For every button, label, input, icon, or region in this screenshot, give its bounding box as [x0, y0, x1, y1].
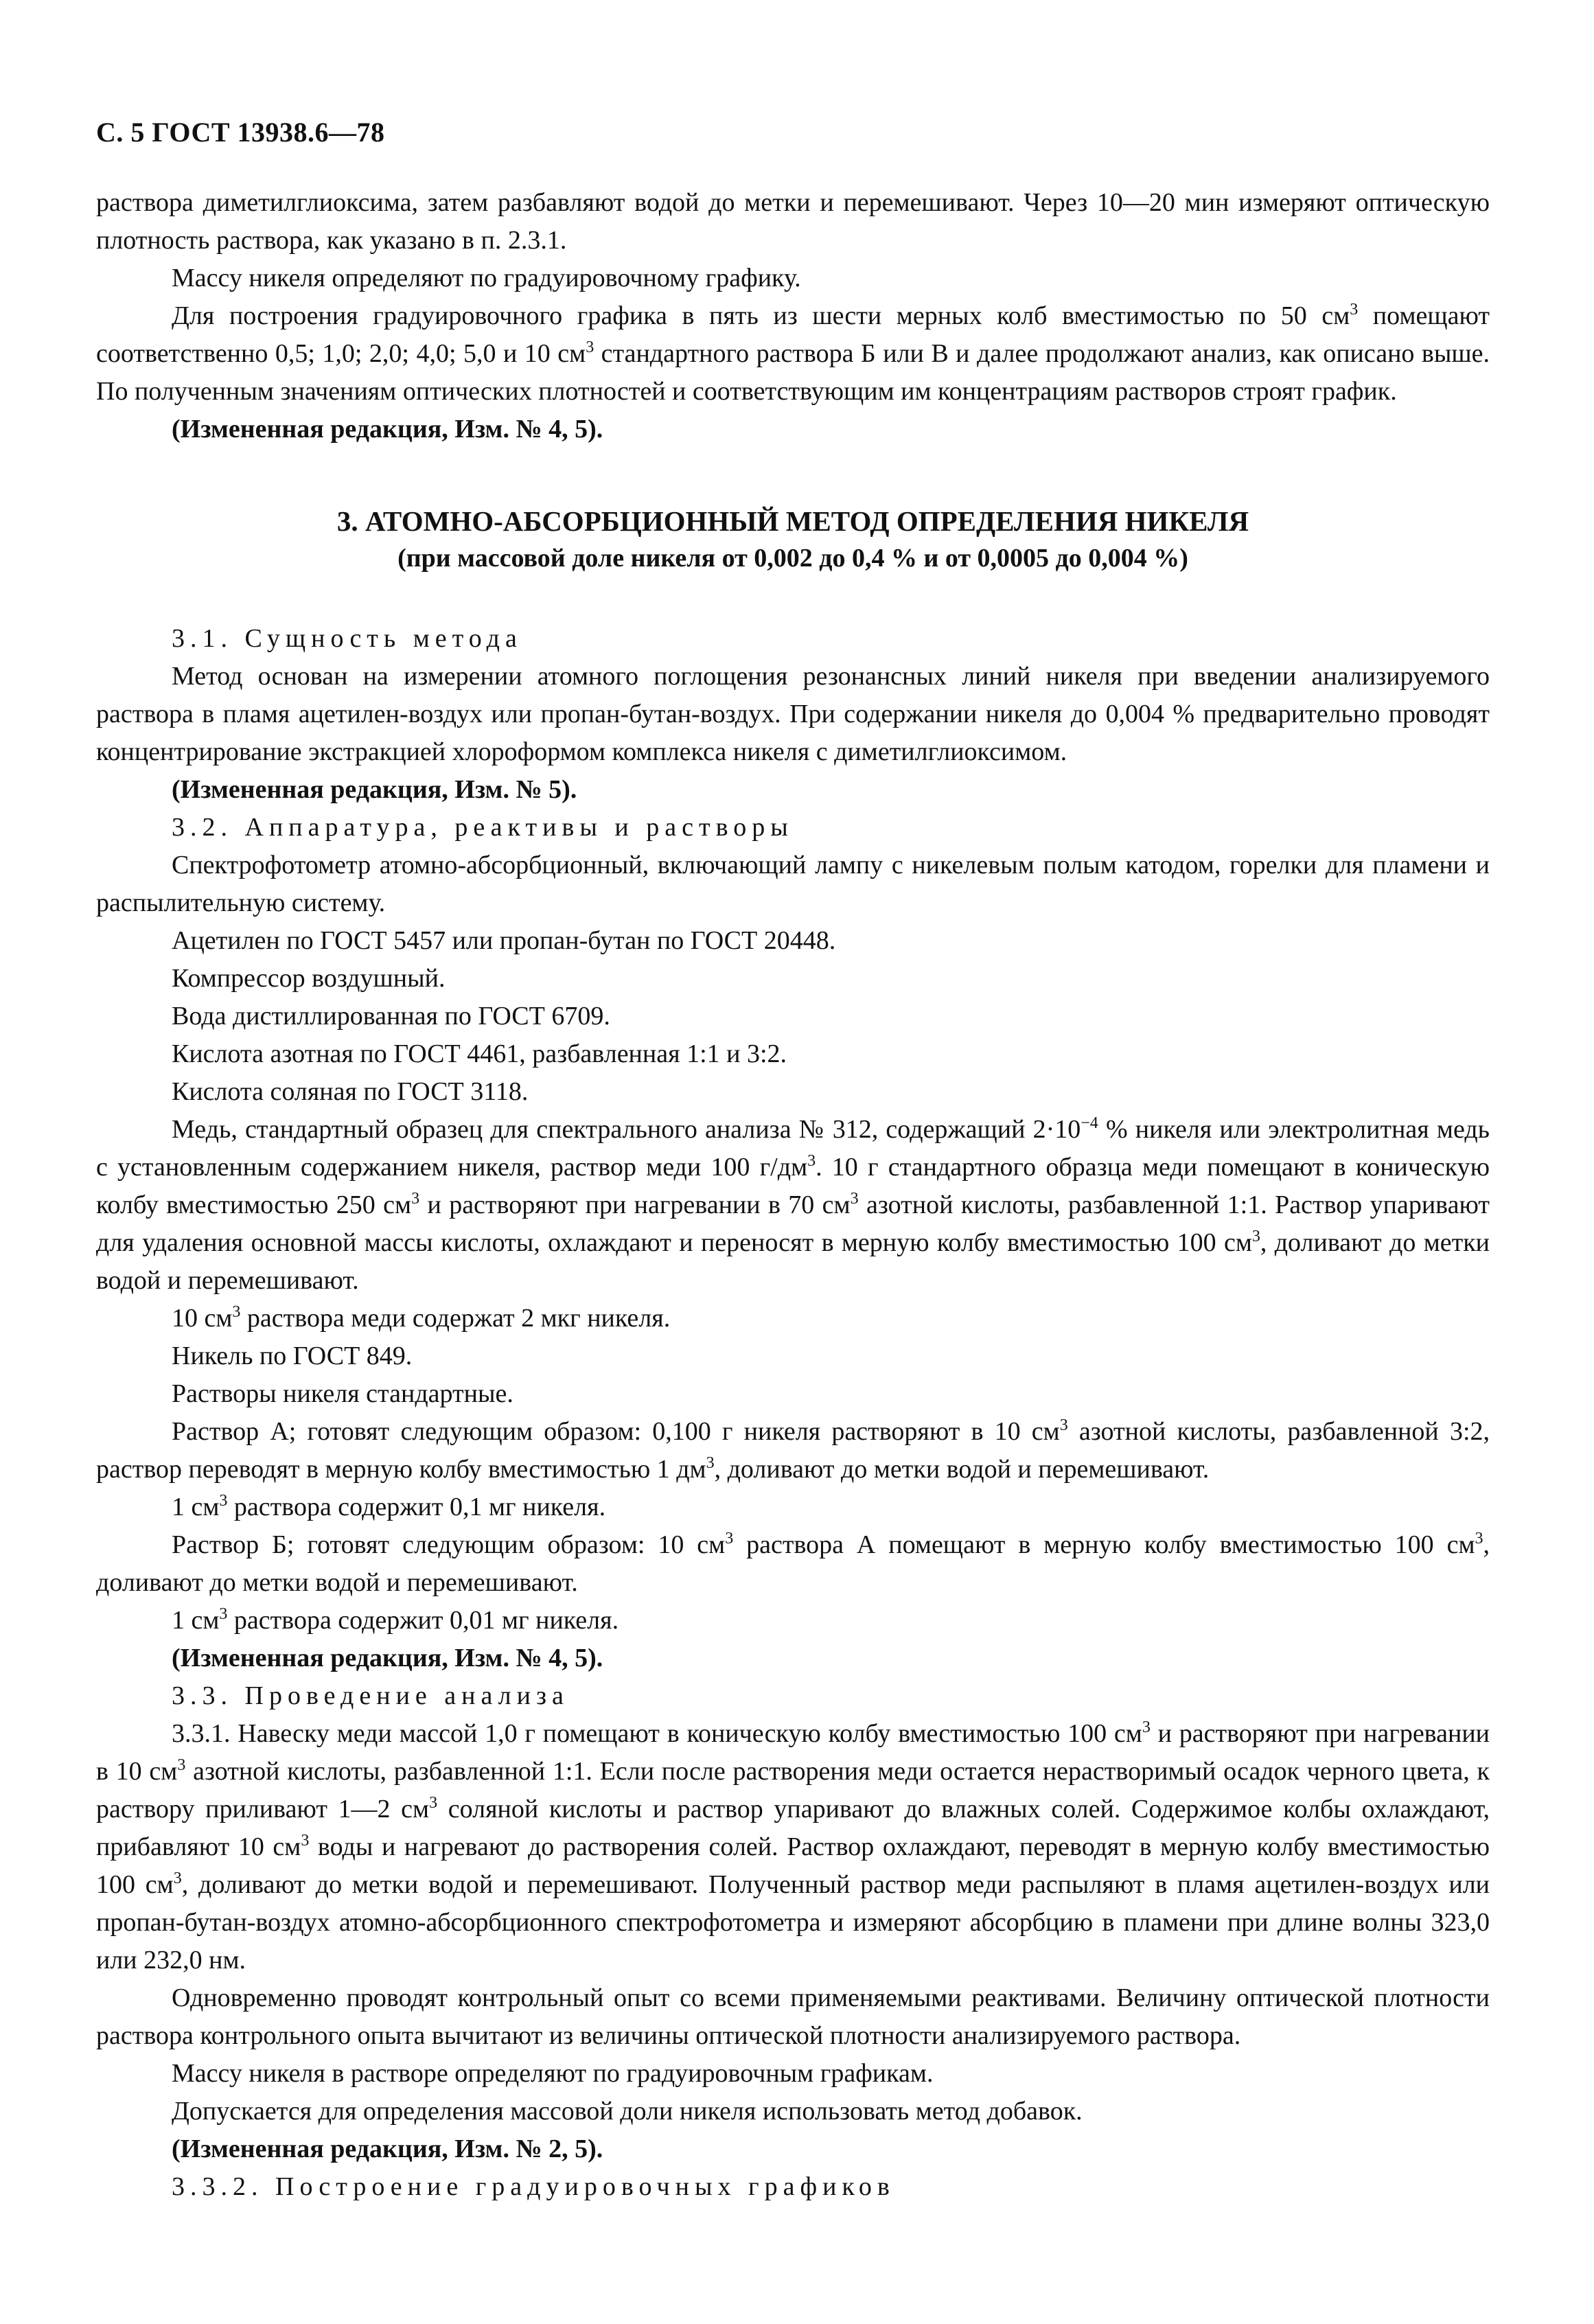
paragraph: 1 $см^3$ раствора содержит 0,1 мг никеля.	[172, 1492, 606, 1521]
paragraph: 1 $см^3$ раствора содержит 0,01 мг никеля.	[172, 1605, 619, 1635]
paragraph: Растворы никеля стандартные.	[172, 1379, 513, 1408]
paragraph: Кислота соляная по ГОСТ 3118.	[172, 1077, 529, 1106]
amendment-note: (Измененная редакция, Изм. № 2, 5).	[172, 2135, 603, 2163]
paragraph-continuation: раствора диметилглиоксима, затем разбавляют водой до метки и перемешивают. Через 10—20 мин измеряют оптическую плотность раствора, как указано в п. 2.3.1.	[96, 188, 1490, 255]
paragraph-analysis-procedure: 3.3.1. Навеску меди массой 1,0 г помещают в коническую колбу вместимостью 100 $см^3$ и растворяют при нагревании в 10 $см^3$ азотной кислоты, разбавленной 1:1. Если после растворения меди остается нерастворимый осадок черного цвета, к раствору приливают 1—2 $см^3$ соляной кислоты и раствор упаривают до влажных солей. Содержимое колбы охлаждают, прибавляют 10 $см^3$ воды и нагревают до растворения солей. Раствор охлаждают, переводят в мерную колбу вместимостью 100 $см^3$, доливают до метки водой и перемешивают. Полученный раствор меди распыляют в пламя ацетилен-воздух или пропан-бутан-воздух атомно-абсорбционного спектрофотометра и измеряют абсорбцию в пламени при длине волны 323,0 или 232,0 нм.	[96, 1718, 1490, 1975]
paragraph: Массу никеля в растворе определяют по градуировочным графикам.	[172, 2059, 934, 2088]
document-page	[96, 113, 1490, 2206]
paragraph: Одновременно проводят контрольный опыт со всеми применяемыми реактивами. Величину оптической плотности раствора контрольного опыта вычитают из величины оптической плотности анализируемого раствора.	[96, 1983, 1490, 2050]
paragraph: Спектрофотометр атомно-абсорбционный, включающий лампу с никелевым полым катодом, горелки для пламени и распылительную систему.	[96, 851, 1490, 917]
paragraph: Ацетилен по ГОСТ 5457 или пропан-бутан по ГОСТ 20448.	[172, 926, 836, 955]
subsection-heading-3-3-2: 3.3.2. Построение градуировочных графиков	[172, 2172, 895, 2201]
paragraph-calibration: Для построения градуировочного графика в пять из шести мерных колб вместимостью по 50 $см^3$ помещают соответственно 0,5; 1,0; 2,0; 4,0; 5,0 и 10 $см^3$ стандартного раствора Б или В и далее продолжают анализ, как описано выше. По полученным значениям оптических плотностей и соответствующим им концентрациям растворов строят график.	[96, 301, 1490, 406]
section-title: 3. АТОМНО-АБСОРБЦИОННЫЙ МЕТОД ОПРЕДЕЛЕНИЯ НИКЕЛЯ	[336, 505, 1249, 537]
amendment-note: (Измененная редакция, Изм. № 4, 5).	[172, 1644, 603, 1672]
paragraph: 10 $см^3$ раствора меди содержат 2 мкг никеля.	[172, 1303, 671, 1333]
paragraph: Никель по ГОСТ 849.	[172, 1342, 413, 1370]
subsection-heading-3-3: 3.3. Проведение анализа	[172, 1681, 569, 1710]
subsection-heading-3-1: 3.1. Сущность метода	[172, 624, 522, 653]
paragraph-solution-a: Раствор А; готовят следующим образом: 0,100 г никеля растворяют в 10 $см^3$ азотной кислоты, разбавленной 3:2, раствор переводят в мерную колбу вместимостью 1 $дм^3$, доливают до метки водой и перемешивают.	[96, 1416, 1490, 1484]
paragraph: Вода дистиллированная по ГОСТ 6709.	[172, 1002, 610, 1031]
paragraph: Массу никеля определяют по градуировочному графику.	[172, 264, 801, 292]
paragraph: Кислота азотная по ГОСТ 4461, разбавленная 1:1 и 3:2.	[172, 1039, 787, 1068]
paragraph-copper-standard: Медь, стандартный образец для спектрального анализа № 312, содержащий $2\cdot 10^{-4}$ % никеля или электролитная медь с установленным содержанием никеля, раствор меди 100 $г/дм^3$. 10 г стандартного образца меди помещают в коническую колбу вместимостью 250 $см^3$ и растворяют при нагревании в 70 $см^3$ азотной кислоты, разбавленной 1:1. Раствор упаривают для удаления основной массы кислоты, охлаждают и переносят в мерную колбу вместимостью 100 $см^3$, доливают до метки водой и перемешивают.	[96, 1114, 1490, 1295]
page-header: С. 5 ГОСТ 13938.6—78	[96, 117, 385, 148]
paragraph: Компрессор воздушный.	[172, 964, 446, 993]
paragraph: Метод основан на измерении атомного поглощения резонансных линий никеля при введении анализируемого раствора в пламя ацетилен-воздух или пропан-бутан-воздух. При содержании никеля до 0,004 % предварительно проводят концентрирование экстракцией хлороформом комплекса никеля с диметилглиоксимом.	[96, 662, 1490, 766]
subsection-heading-3-2: 3.2. Аппаратура, реактивы и растворы	[172, 813, 794, 842]
amendment-note: (Измененная редакция, Изм. № 4, 5).	[172, 415, 603, 444]
section-subtitle: (при массовой доле никеля от 0,002 до 0,4 % и от 0,0005 до 0,004 %)	[397, 544, 1188, 573]
paragraph-solution-b: Раствор Б; готовят следующим образом: 10 $см^3$ раствора А помещают в мерную колбу вместимостью 100 $см^3$, доливают до метки водой и перемешивают.	[96, 1530, 1490, 1597]
amendment-note: (Измененная редакция, Изм. № 5).	[172, 775, 577, 804]
paragraph: Допускается для определения массовой доли никеля использовать метод добавок.	[172, 2097, 1083, 2126]
